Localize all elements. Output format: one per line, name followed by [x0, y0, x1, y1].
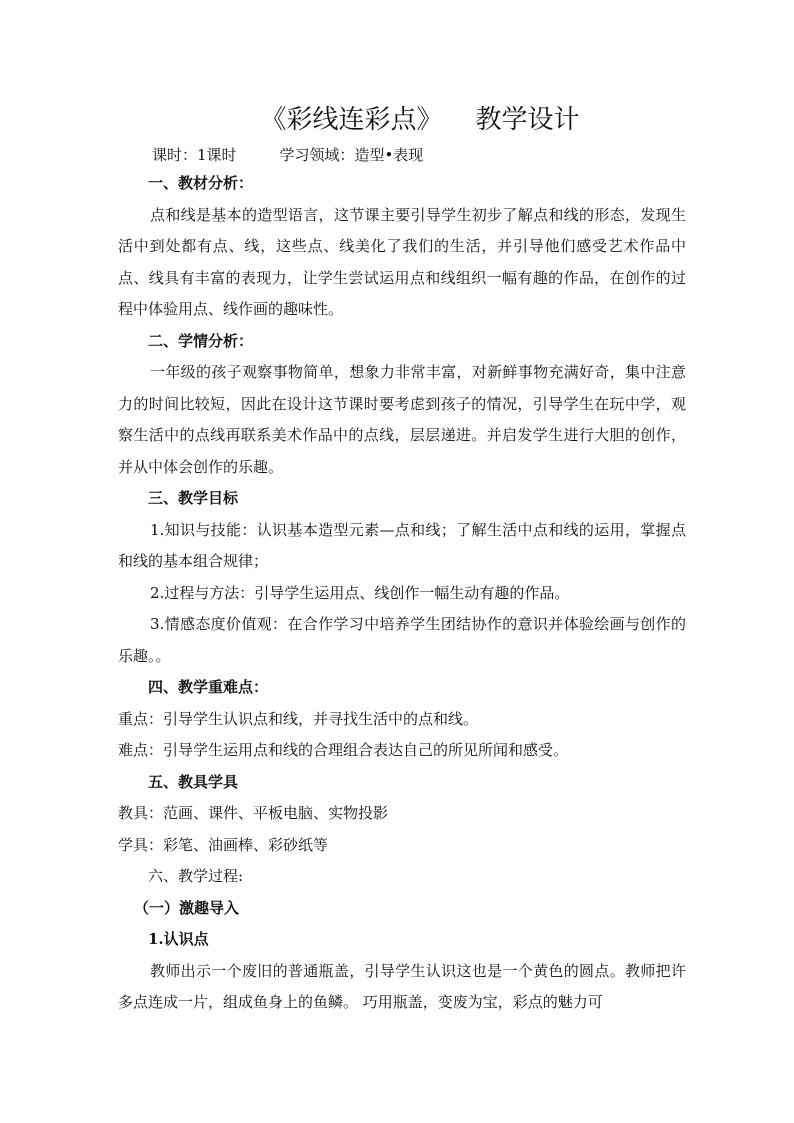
process-step-heading: （一）激趣导入 — [134, 898, 240, 917]
difficulty-line: 难点：引导学生运用点和线的合理组合表达自己的所见所闻和感受。 — [118, 741, 569, 759]
lesson-meta: 课时：1课时 学习领域：造型•表现 — [152, 146, 424, 164]
section-heading-teaching-aids: 五、教具学具 — [148, 772, 239, 791]
section-heading-teaching-goals: 三、教学目标 — [148, 489, 239, 507]
teacher-aids-line: 教具：范画、课件、平板电脑、实物投影 — [118, 804, 389, 822]
goal-item-knowledge: 1.知识与技能：认识基本造型元素—点和线；了解生活中点和线的运用，掌握点和线的基本组合规律； — [118, 520, 686, 570]
student-analysis-paragraph: 一年级的孩子观察事物简单，想象力非常丰富，对新鲜事物充满好奇，集中注意力的时间比较短，因此在设计这节课时要考虑到孩子的情况，引导学生在玩中学，观察生活中的点线再联系美术作品中的点线，层层递进。并启发学生进行大胆的创作，并从中体会创作的乐趣。 — [118, 363, 686, 476]
section-heading-student-analysis: 二、学情分析： — [148, 331, 254, 350]
document-body — [118, 100, 686, 1019]
goal-item-process: 2.过程与方法：引导学生运用点、线创作一幅生动有趣的作品。 — [150, 583, 570, 602]
key-point-line: 重点：引导学生认识点和线，并寻找生活中的点和线。 — [118, 709, 479, 728]
section-heading-textbook-analysis: 一、教材分析： — [148, 174, 254, 192]
goal-item-attitude: 3.情感态度价值观：在合作学习中培养学生团结协作的意识并体验绘画与创作的乐趣。。 — [118, 615, 686, 665]
student-aids-line: 学具：彩笔、油画棒、彩砂纸等 — [118, 835, 329, 854]
section-heading-key-points: 四、教学重难点： — [148, 678, 269, 696]
textbook-analysis-paragraph: 点和线是基本的造型语言，这节课主要引导学生初步了解点和线的形态，发现生活中到处都有点、线，这些点、线美化了我们的生活，并引导他们感受艺术作品中点、线具有丰富的表现力，让学生尝试运用点和线组织一幅有趣的作品，在创作的过程中体验用点、线作画的趣味性。 — [118, 205, 686, 318]
process-paragraph: 教师出示一个废旧的普通瓶盖，引导学生认识这也是一个黄色的圆点。教师把许多点连成一片，组成鱼身上的鱼鳞。 巧用瓶盖，变废为宝，彩点的魅力可 — [118, 961, 686, 1011]
process-substep-heading: 1.认识点 — [148, 930, 209, 948]
document-title: 《彩线连彩点》 教学设计 — [260, 105, 580, 135]
section-heading-teaching-process: 六、教学过程: — [148, 867, 244, 885]
